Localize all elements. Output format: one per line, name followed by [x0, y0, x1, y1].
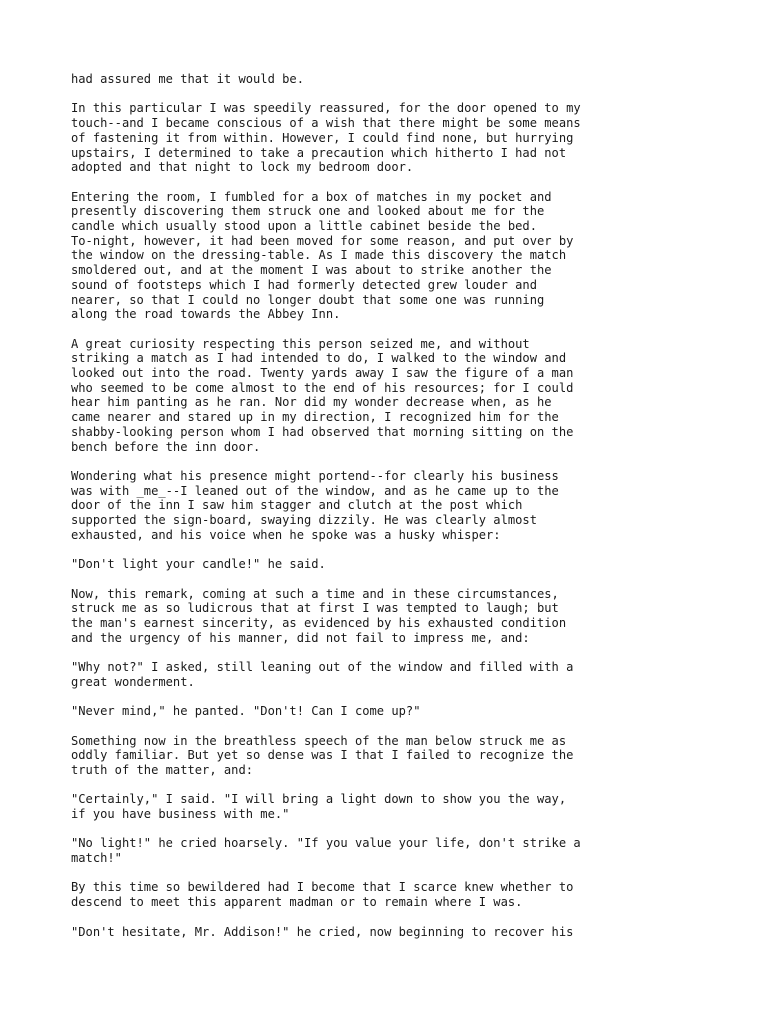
paragraph-7: Now, this remark, coming at such a time and in these circumstances, struck me as so ludicrous that at first I was tempted to laugh; but the man's earnest sincerity, as evidenced by his exhausted condition and the urgency of his manner, did not fail to impress me, and: [71, 586, 567, 645]
paragraph-10: Something now in the breathless speech of the man below struck me as oddly familiar. But yet so dense was I that I failed to recognize the truth of the matter, and: [71, 733, 574, 777]
paragraph-13: By this time so bewildered had I become that I scarce knew whether to descend to meet this apparent madman or to remain where I was. [71, 880, 574, 910]
paragraph-9: "Never mind," he panted. "Don't! Can I come up?" [71, 704, 421, 719]
paragraph-14: "Don't hesitate, Mr. Addison!" he cried, now beginning to recover his [71, 924, 574, 939]
paragraph-4: A great curiosity respecting this person seized me, and without striking a match as I had intended to do, I walked to the window and looked out into the road. Twenty yards away I saw the figure of a man who seemed to be come almost to the end of his resources; for I could hear him panting as he ran. Nor did my wonder decrease when, as he came nearer and stared up in my direction, I recognized him for the shabby-looking person whom I had observed that morning sitting on the bench before the inn door. [71, 336, 574, 454]
paragraph-11: "Certainly," I said. "I will bring a light down to show you the way, if you have business with me." [71, 792, 567, 821]
paragraph-5: Wondering what his presence might portend--for clearly his business was with _me_--I leaned out of the window, and as he came up to the door of the inn I saw him stagger and clutch at the post which supported the sign-board, swaying dizzily. He was clearly almost exhausted, and his voice when he spoke was a husky whisper: [71, 468, 559, 542]
paragraph-6: "Don't light your candle!" he said. [71, 557, 326, 572]
paragraph-8: "Why not?" I asked, still leaning out of the window and filled with a great wonderment. [71, 660, 574, 689]
paragraph-12: "No light!" he cried hoarsely. "If you value your life, don't strike a match!" [71, 836, 581, 866]
paragraph-1: had assured me that it would be. [71, 72, 304, 86]
paragraph-3: Entering the room, I fumbled for a box of matches in my pocket and presently discovering them struck one and looked about me for the candle which usually stood upon a little cabinet beside the bed. To-night, however, it had been moved for some reason, and put over by the window on the dressing-table. As I made this discovery the match smoldered out, and at the moment I was about to strike another the sound of footsteps which I had formerly detected grew louder and nearer, so that I could no longer doubt that some one was running along the road towards the Abbey Inn. [71, 189, 574, 322]
paragraph-2: In this particular I was speedily reassured, for the door opened to my touch--and I became conscious of a wish that there might be some means of fastening it from within. However, I could find none, but hurrying upstairs, I determined to take a precaution which hitherto I had not adopted and that night to lock my bedroom door. [71, 101, 581, 175]
document-page [71, 72, 611, 954]
